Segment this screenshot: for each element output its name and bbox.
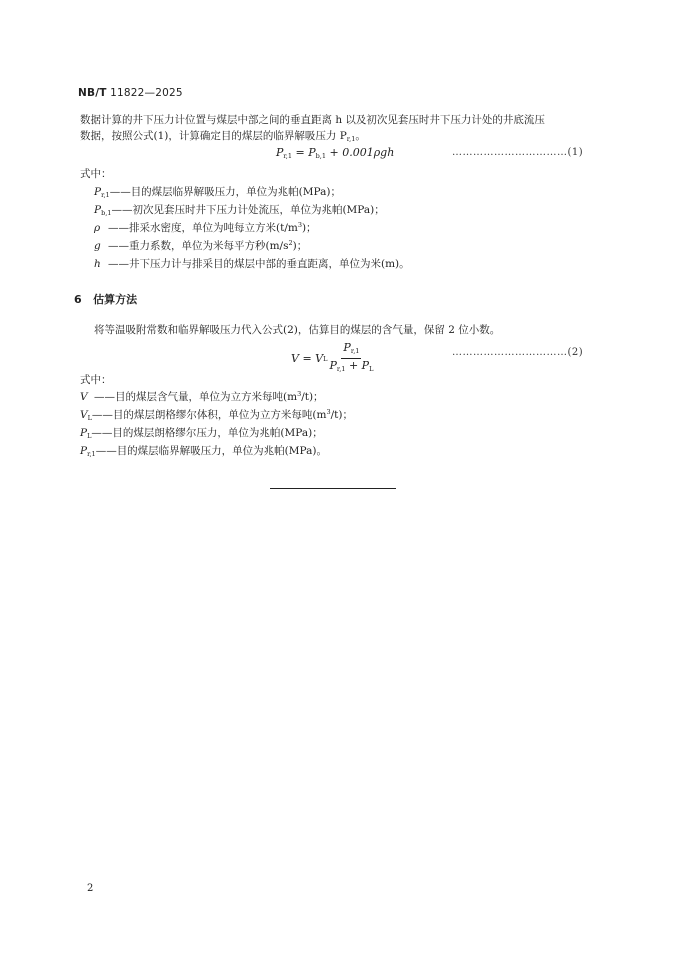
end-rule (270, 488, 396, 489)
formula-2-numerator (341, 341, 361, 359)
definition: ——目的煤层朗格缪尔压力，单位为兆帕(MPa)； (91, 427, 323, 439)
where-1-item (94, 256, 410, 271)
formula-2-number: ……………………………(2) (452, 347, 584, 358)
formula-1-lhs-sub: r,1 (283, 152, 293, 160)
formula-1-number: ……………………………(1) (452, 147, 584, 158)
symbol: V (80, 391, 88, 403)
where-1-item (94, 202, 385, 217)
definition-sup: 2 (288, 239, 293, 247)
where-1-item (94, 184, 341, 199)
definition: ——排采水密度，单位为吨每立方米(t/m (108, 222, 298, 234)
intro-line-1: 数据计算的井下压力计位置与煤层中部之间的垂直距离 h 以及初次见套压时井下压力计处的井底流压 (80, 114, 545, 126)
definition: ——目的煤层朗格缪尔体积，单位为立方米每吨(m (91, 409, 327, 421)
section-heading (74, 291, 137, 307)
denominator-b: + P (345, 359, 370, 372)
symbol: ρ (94, 222, 101, 234)
definition: ——目的煤层临界解吸压力，单位为兆帕(MPa)。 (95, 445, 327, 457)
symbol: P (94, 186, 102, 198)
definition: ——目的煤层临界解吸压力，单位为兆帕(MPa)； (109, 186, 341, 198)
page-number: 2 (87, 883, 94, 894)
intro-line-2 (80, 128, 366, 147)
section-6-paragraph: 将等温吸附常数和临界解吸压力代入公式(2)，估算目的煤层的含气量，保留 2 位小数。 (94, 324, 501, 336)
where-1-item (94, 220, 317, 235)
definition: ——重力系数，单位为米每平方秒(m/s (108, 240, 289, 252)
symbol: P (80, 445, 88, 457)
formula-2-lhs: V = V (291, 352, 324, 365)
denominator-a-sub: r,1 (336, 365, 346, 373)
formula-1 (276, 146, 394, 160)
formula-2 (291, 341, 373, 376)
where-2-item (80, 443, 327, 458)
definition: ——初次见套压时井下压力计处流压，单位为兆帕(MPa)； (111, 204, 385, 216)
formula-1-rest: + 0.001ρgh (326, 146, 395, 159)
numerator-sub: r,1 (350, 347, 360, 355)
formula-1-eq: = P (292, 146, 316, 159)
definition-tail: )； (301, 222, 317, 234)
symbol-sub: r,1 (101, 191, 110, 199)
where-2-item (80, 407, 353, 422)
where-1-label: 式中： (80, 168, 112, 180)
formula-2-fraction (329, 341, 373, 376)
where-1-item (94, 238, 307, 253)
symbol-sub: L (87, 414, 92, 422)
formula-2-lhs-sub: L (323, 354, 328, 363)
definition-sup: 3 (297, 390, 302, 398)
symbol: h (94, 258, 101, 270)
definition: ——目的煤层含气量，单位为立方米每吨(m (94, 391, 298, 403)
denominator-b-sub: L (369, 365, 374, 373)
formula-2-denominator (329, 359, 373, 376)
standard-number: 11822—2025 (110, 87, 183, 99)
intro-line-2-sub: r,1 (346, 135, 356, 143)
where-2-label: 式中： (80, 374, 112, 386)
symbol: P (80, 427, 88, 439)
numerator-symbol: P (343, 341, 351, 354)
symbol: V (80, 409, 88, 421)
intro-line-2-end: 。 (355, 130, 366, 142)
where-2-item (80, 389, 324, 404)
where-2-item (80, 425, 323, 440)
symbol: P (94, 204, 102, 216)
formula-1-eq-sub: b,1 (315, 152, 327, 160)
symbol-sub: r,1 (87, 450, 96, 458)
standard-prefix: NB/T (78, 87, 107, 99)
definition-tail: /t)； (330, 409, 353, 421)
definition-sup: 3 (297, 221, 302, 229)
denominator-a: P (329, 359, 337, 372)
intro-line-2-text: 数据，按照公式(1)，计算确定目的煤层的临界解吸压力 P (80, 130, 347, 142)
symbol-sub: b,1 (101, 209, 112, 217)
standard-header (78, 87, 183, 99)
definition-tail: )； (292, 240, 308, 252)
definition-tail: /t)； (301, 391, 324, 403)
definition: ——井下压力计与排采目的煤层中部的垂直距离，单位为米(m)。 (108, 258, 410, 270)
definition-sup: 3 (326, 408, 331, 416)
section-title: 估算方法 (93, 293, 138, 306)
symbol-sub: L (87, 432, 92, 440)
symbol: g (94, 240, 101, 252)
formula-1-lhs: P (276, 146, 284, 159)
section-number: 6 (74, 293, 82, 306)
